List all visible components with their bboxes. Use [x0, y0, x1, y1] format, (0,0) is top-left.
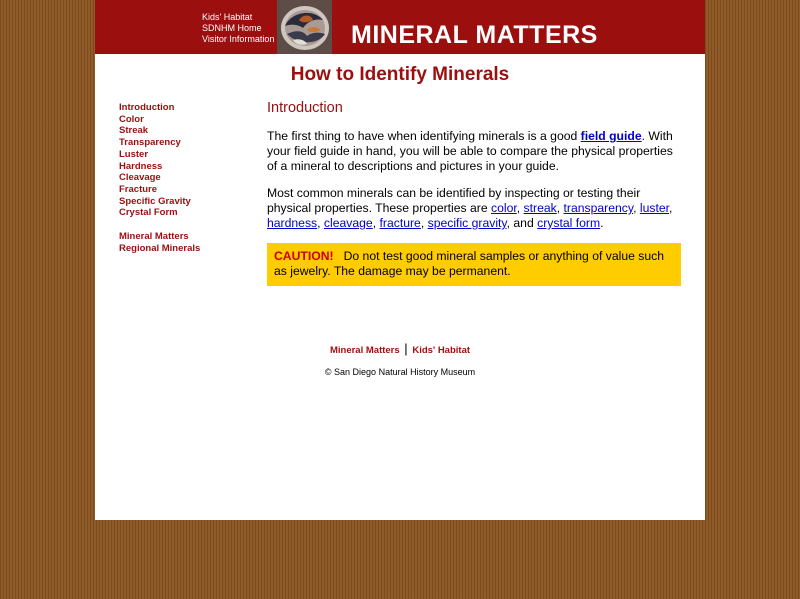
- property-link-crystal-form[interactable]: crystal form: [537, 216, 601, 230]
- caution-label: CAUTION!: [274, 249, 334, 263]
- header-banner: [95, 0, 705, 54]
- header-link-visitor-information[interactable]: Visitor Information: [202, 34, 275, 44]
- page-container: [95, 0, 705, 520]
- property-link-specific-gravity[interactable]: specific gravity: [427, 216, 507, 230]
- main-content: [267, 100, 681, 286]
- copyright-notice: © San Diego Natural History Museum: [324, 367, 476, 377]
- intro-text-end: . With your field guide in hand, you will be able to compare the physical properties of a mineral to descriptions and pictures in your guide.: [267, 129, 673, 173]
- property-link-streak[interactable]: streak: [523, 201, 557, 215]
- site-title: MINERAL MATTERS: [351, 21, 598, 49]
- nav-item-specific-gravity[interactable]: Specific Gravity: [119, 195, 191, 207]
- nav-item-transparency[interactable]: Transparency: [119, 137, 181, 149]
- footer-link-mineral-matters[interactable]: Mineral Matters: [329, 345, 400, 356]
- section-title: Introduction: [267, 100, 343, 116]
- property-link-luster[interactable]: luster: [639, 201, 670, 215]
- header-links: [202, 12, 274, 45]
- footer-links: [95, 341, 705, 356]
- caution-text: Do not test good mineral samples or anything of value such as jewelry. The damage may be permanent.: [274, 249, 665, 278]
- property-link-cleavage[interactable]: cleavage: [323, 216, 373, 230]
- footer-link-kids-habitat[interactable]: Kids' Habitat: [412, 345, 471, 356]
- left-nav: [119, 102, 249, 254]
- intro-text-start: The first thing to have when identifying minerals is a good: [267, 129, 581, 143]
- nav-item-mineral-matters[interactable]: Mineral Matters: [119, 231, 189, 243]
- nav-item-cleavage[interactable]: Cleavage: [119, 172, 161, 184]
- nav-item-color[interactable]: Color: [119, 113, 144, 125]
- property-link-transparency[interactable]: transparency: [563, 201, 634, 215]
- nav-item-fracture[interactable]: Fracture: [119, 183, 158, 195]
- nav-item-luster[interactable]: Luster: [119, 148, 149, 160]
- caution-box: [267, 243, 681, 286]
- nav-item-streak[interactable]: Streak: [119, 125, 149, 137]
- field-guide-link[interactable]: field guide: [580, 129, 642, 143]
- properties-text-and: and: [513, 216, 538, 230]
- properties-paragraph: Most common minerals can be identified by inspecting or testing their physical properties. These properties are color, streak, transparency, luster, hardness, cleavage, fracture, specific gravity, and crystal form.: [267, 186, 673, 230]
- header-link-sdnhm-home[interactable]: SDNHM Home: [202, 23, 262, 33]
- header-link-kids-habitat[interactable]: Kids' Habitat: [202, 12, 253, 22]
- property-link-color[interactable]: color: [491, 201, 517, 215]
- mineral-logo-icon: [277, 0, 332, 54]
- page-title: How to Identify Minerals: [290, 64, 510, 85]
- properties-text-start: Most common minerals can be identified by inspecting or testing their physical properties. These properties are: [267, 186, 641, 215]
- nav-spacer: [119, 219, 249, 231]
- property-link-fracture[interactable]: fracture: [379, 216, 421, 230]
- footer-separator: |: [404, 341, 408, 356]
- nav-item-regional-minerals[interactable]: Regional Minerals: [119, 242, 201, 254]
- nav-item-introduction[interactable]: Introduction: [119, 102, 175, 113]
- properties-text-end: .: [600, 216, 604, 230]
- nav-item-hardness[interactable]: Hardness: [119, 160, 163, 172]
- property-link-hardness[interactable]: hardness: [267, 216, 318, 230]
- intro-paragraph: [267, 129, 681, 174]
- nav-item-crystal-form[interactable]: Crystal Form: [119, 207, 178, 219]
